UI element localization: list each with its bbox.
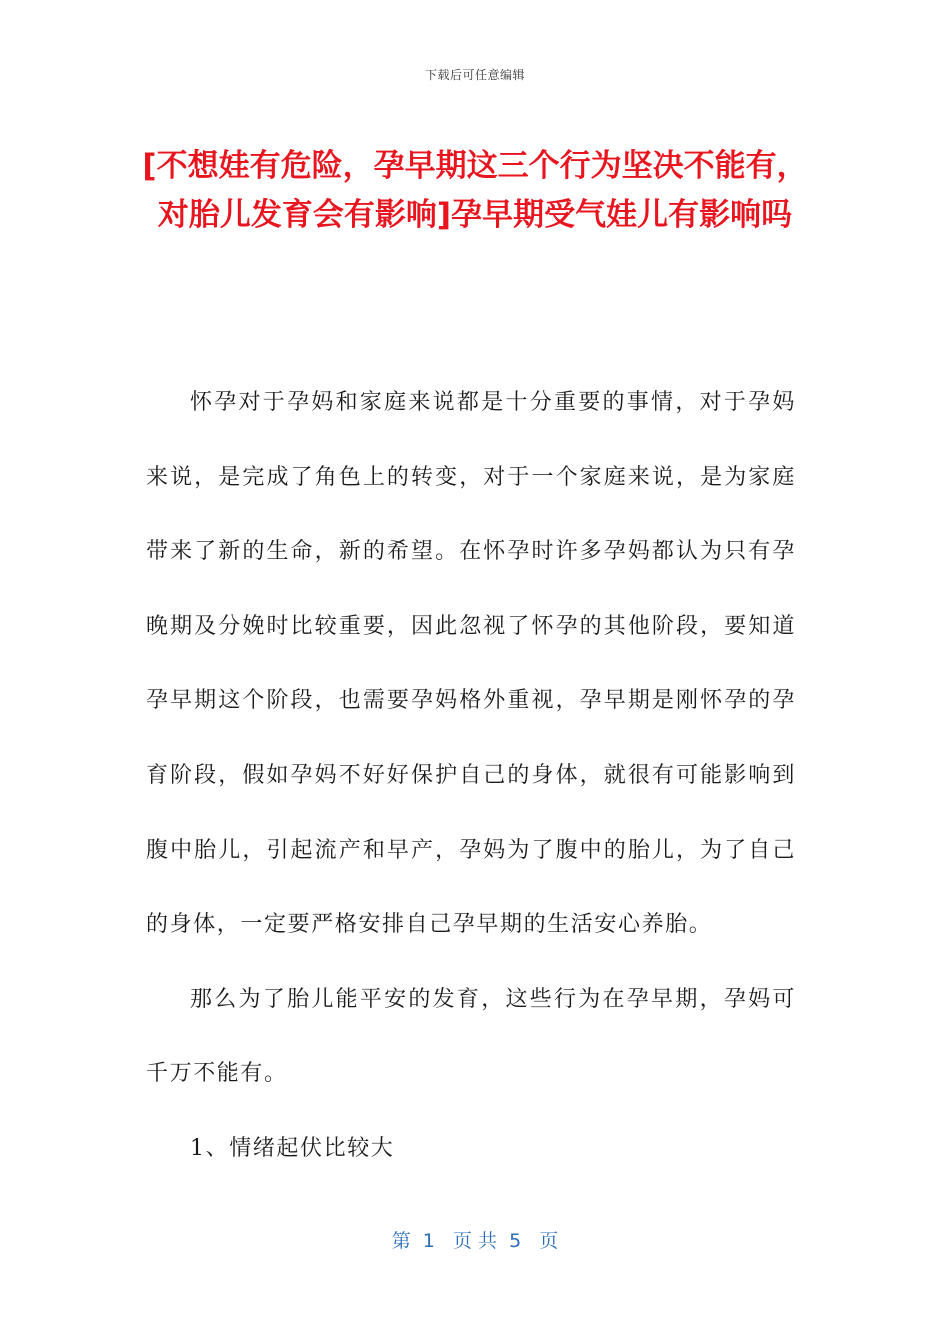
page-number-footer: 第 1 页 共 5 页	[391, 1230, 559, 1252]
header-note: 下载后可任意编辑	[424, 68, 525, 82]
document-title: [不想娃有危险，孕早期这三个行为坚决不能有，对胎儿发育会有影响]孕早期受气娃儿有影响吗	[142, 148, 808, 233]
paragraph-transition: 那么为了胎儿能平安的发育，这些行为在孕早期，孕妈可千万不能有。	[146, 986, 796, 1087]
section-heading-1: 1、情绪起伏比较大	[190, 1135, 395, 1161]
document-body	[146, 366, 796, 1187]
paragraph-intro: 怀孕对于孕妈和家庭来说都是十分重要的事情，对于孕妈来说，是完成了角色上的转变，对于一个家庭来说，是为家庭带来了新的生命，新的希望。在怀孕时许多孕妈都认为只有孕晚期及分娩时比较重要，因此忽视了怀孕的其他阶段，要知道孕早期这个阶段，也需要孕妈格外重视，孕早期是刚怀孕的孕育阶段，假如孕妈不好好保护自己的身体，就很有可能影响到腹中胎儿，引起流产和早产，孕妈为了腹中的胎儿，为了自己的身体，一定要严格安排自己孕早期的生活安心养胎。	[146, 390, 796, 938]
